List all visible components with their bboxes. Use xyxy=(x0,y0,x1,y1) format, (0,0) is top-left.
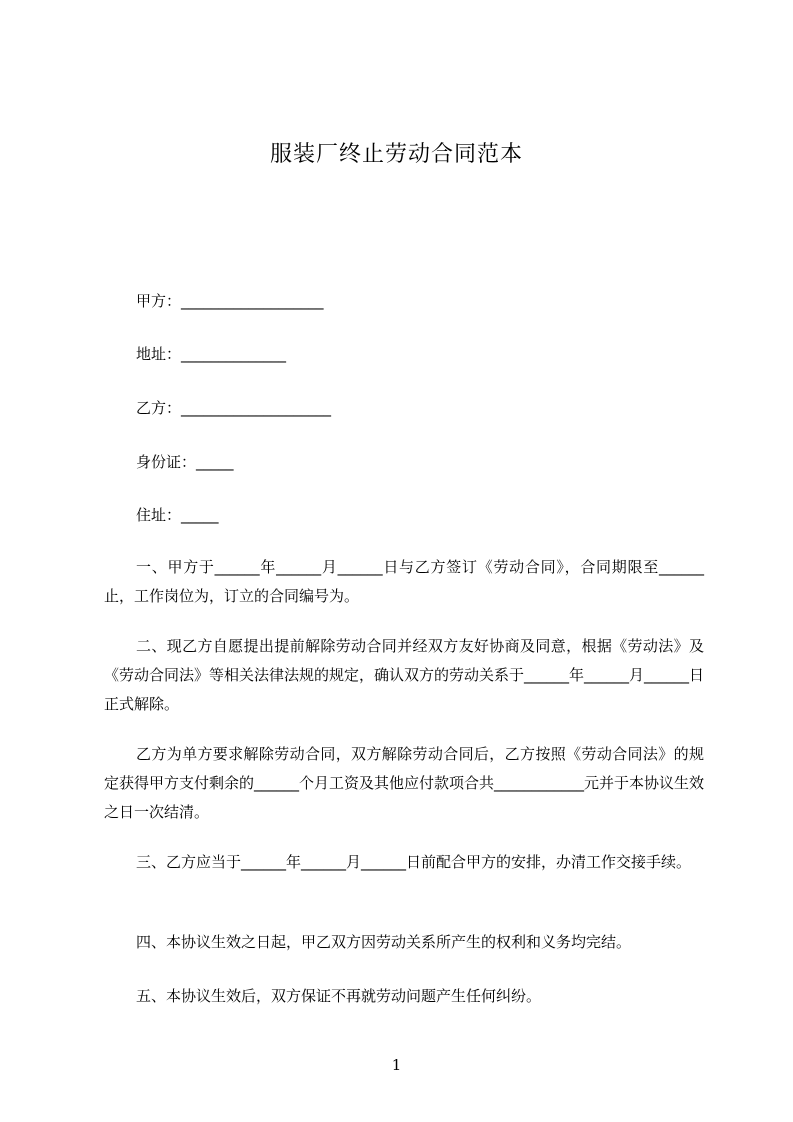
clause-four: 四、本协议生效之日起，甲乙双方因劳动关系所产生的权利和义务均完结。 xyxy=(136,933,632,951)
clause-two-payment: 乙方为单方要求解除劳动合同，双方解除劳动合同后，乙方按照《劳动合同法》的规定获得甲方支付剩余的______个月工资及其他应付款项合共____________元并于本协议生效之日一次结清。 xyxy=(104,745,705,821)
clause-three: 三、乙方应当于______年______月______日前配合甲方的安排，办清工作交接手续。 xyxy=(136,853,692,871)
clause-five: 五、本协议生效后，双方保证不再就劳动问题产生任何纠纷。 xyxy=(136,987,542,1005)
clause-two: 二、现乙方自愿提出提前解除劳动合同并经双方友好协商及同意，根据《劳动法》及《劳动合同法》等相关法律法规的规定，确认双方的劳动关系于______年______月______日正式解除。 xyxy=(104,637,705,713)
party-b-field: 乙方：____________________ xyxy=(136,399,332,417)
residence-field: 住址：_____ xyxy=(136,506,219,524)
clause-one: 一、甲方于______年______月______日与乙方签订《劳动合同》，合同期限至______止，工作岗位为，订立的合同编号为。 xyxy=(104,558,704,605)
party-a-field: 甲方：___________________ xyxy=(136,292,324,310)
page-number: 1 xyxy=(391,1056,402,1074)
id-card-field: 身份证：_____ xyxy=(136,453,234,471)
address-field: 地址：______________ xyxy=(136,345,287,363)
document-title: 服装厂终止劳动合同范本 xyxy=(269,142,523,167)
